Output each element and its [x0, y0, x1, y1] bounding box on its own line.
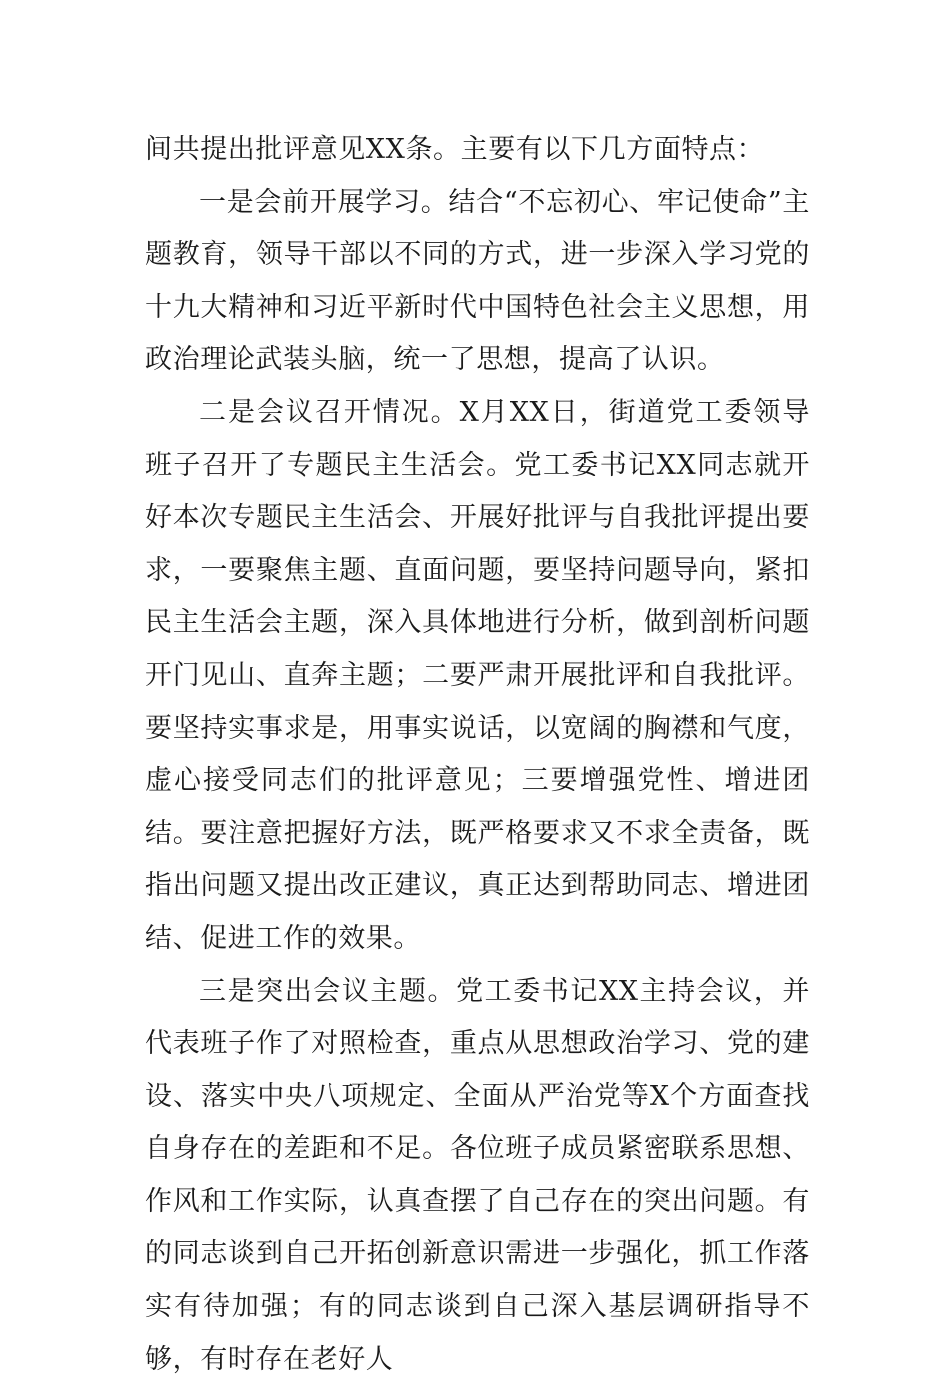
paragraph-point-two: 二是会议召开情况。X月XX日，街道党工委领导班子召开了专题民主生活会。党工委书记XX同志就开好本次专题民主生活会、开展好批评与自我批评提出要求，一要聚焦主题、直面问题，要坚持问题导向，紧扣民主生活会主题，深入具体地进行分析，做到剖析问题开门见山、直奔主题；二要严肃开展批评和自我批评。要坚持实事求是，用事实说话，以宽阔的胸襟和气度，虚心接受同志们的批评意见；三要增强党性、增进团结。要注意把握好方法，既严格要求又不求全责备，既指出问题又提出改正建议，真正达到帮助同志、增进团结、促进工作的效果。	[145, 387, 810, 966]
paragraph-point-one: 一是会前开展学习。结合“不忘初心、牢记使命”主题教育，领导干部以不同的方式，进一步深入学习党的十九大精神和习近平新时代中国特色社会主义思想，用政治理论武装头脑，统一了思想，提高了认识。	[145, 177, 810, 387]
document-body	[145, 124, 810, 1386]
paragraph-point-three: 三是突出会议主题。党工委书记XX主持会议，并代表班子作了对照检查，重点从思想政治学习、党的建设、落实中央八项规定、全面从严治党等X个方面查找自身存在的差距和不足。各位班子成员紧密联系思想、作风和工作实际，认真查摆了自己存在的突出问题。有的同志谈到自己开拓创新意识需进一步强化，抓工作落实有待加强；有的同志谈到自己深入基层调研指导不够，有时存在老好人	[145, 966, 810, 1386]
paragraph-continuation: 间共提出批评意见XX条。主要有以下几方面特点：	[145, 124, 810, 177]
